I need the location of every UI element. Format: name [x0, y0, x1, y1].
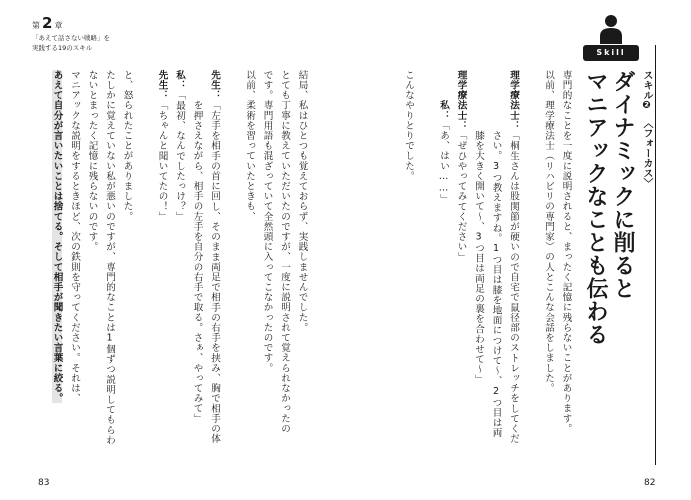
- chapter-subtitle-1: 「あえて話さない戦略」を: [32, 34, 110, 42]
- skill-number-label: スキル❷: [641, 70, 652, 111]
- chapter-suffix: 章: [54, 21, 63, 30]
- left-body-text-line: [175, 70, 185, 222]
- focus-label: 〈フォーカス〉: [641, 118, 652, 188]
- left-body-text-line: 以前、柔術を習っていたときも、: [244, 70, 256, 222]
- left-body-text-line: とても丁寧に教えていただいたのですが、一度に説明されて覚えられなかったの: [279, 70, 291, 434]
- left-body-text-line: です。専門用語も混ざっていて全然頭に入ってこなかったのです。: [261, 70, 273, 373]
- skill-badge-label: Skill: [596, 48, 626, 57]
- speaker-label: 先生：: [156, 70, 168, 101]
- chapter-subtitle-2: 実践する19のスキル: [32, 44, 93, 52]
- left-body-text-line: を押さえながら、相手の左手を自分の右手で取る。さぁ、やってみて」: [191, 70, 203, 424]
- dialog-text: 「桐生さんは股関節が硬いので自宅で鼠径部のストレッチをしてくだ: [508, 130, 520, 444]
- speaker-label: 私：: [174, 70, 186, 91]
- speaker-label: 理学療法士：: [455, 70, 467, 131]
- left-body-text-line: [157, 70, 167, 222]
- left-body-text-line: 結局、私はひとつも覚えておらず、実践しませんでした。: [296, 70, 308, 333]
- right-body-text-line: [509, 70, 519, 444]
- right-body-text-line: 以前、理学療法士（リハビリの専門家）の人とこんな会話をしました。: [543, 70, 555, 394]
- chapter-prefix: 第: [32, 21, 40, 30]
- dialog-text: 「ぜひやってみてください」: [455, 130, 467, 262]
- left-body-text-line: [210, 70, 220, 444]
- left-body-text-line: と、怒られたことがありました。: [121, 70, 133, 222]
- right-body-text-line: こんなやりとりでした。: [403, 70, 415, 182]
- skill-divider-line: [655, 45, 656, 465]
- skill-title-line-1: ダイナミックに削ると: [610, 70, 635, 300]
- right-body-text-line: [456, 70, 466, 262]
- chapter-label: [32, 14, 62, 32]
- left-body-text-line: あえて自分が言いたいことは捨てる。そして相手が聞きたい言葉に絞る。: [51, 70, 63, 404]
- dialog-text: 「最初、なんでしたっけ？」: [174, 90, 186, 222]
- left-body-text-line: ないとまったく記憶に残らないのです。: [86, 70, 98, 252]
- left-body-text-line: マニアックな説明をするときほど、次の鉄則を守ってください。それは、: [69, 70, 81, 404]
- person-icon: [598, 14, 624, 44]
- speaker-label: 理学療法士：: [508, 70, 520, 131]
- speaker-label: 先生：: [209, 70, 221, 101]
- page-number-right: 82: [644, 478, 656, 488]
- dialog-text: 「左手を相手の首に回し、そのまま両足で相手の右手を挟み、胸で相手の体: [209, 100, 221, 444]
- right-body-text-line: 膝を大きく開いて〜、3つ目は両足の裏を合わせて〜」: [473, 70, 485, 385]
- right-body-text-line: 専門的なことを一度に説明されると、まったく記憶に残らないことがあります。: [560, 70, 572, 434]
- dialog-text: 「ちゃんと聞いてたの！」: [156, 100, 168, 222]
- right-body-text-line: さい。3つ教えますね。1つ目は膝を地面につけて〜、2つ目は両: [490, 70, 502, 438]
- dialog-text: 「あ、はい……」: [438, 120, 450, 205]
- speaker-label: 私：: [438, 70, 450, 121]
- left-body-text-line: たしかに覚えていない私が悪いのですが、専門的なことは1個ずつ説明してもらわ: [104, 70, 116, 446]
- chapter-number: 2: [42, 14, 53, 32]
- right-body-text-line: [439, 70, 449, 204]
- page-number-left: 83: [38, 478, 50, 488]
- skill-title-line-2: マニアックなことも伝わる: [583, 70, 608, 346]
